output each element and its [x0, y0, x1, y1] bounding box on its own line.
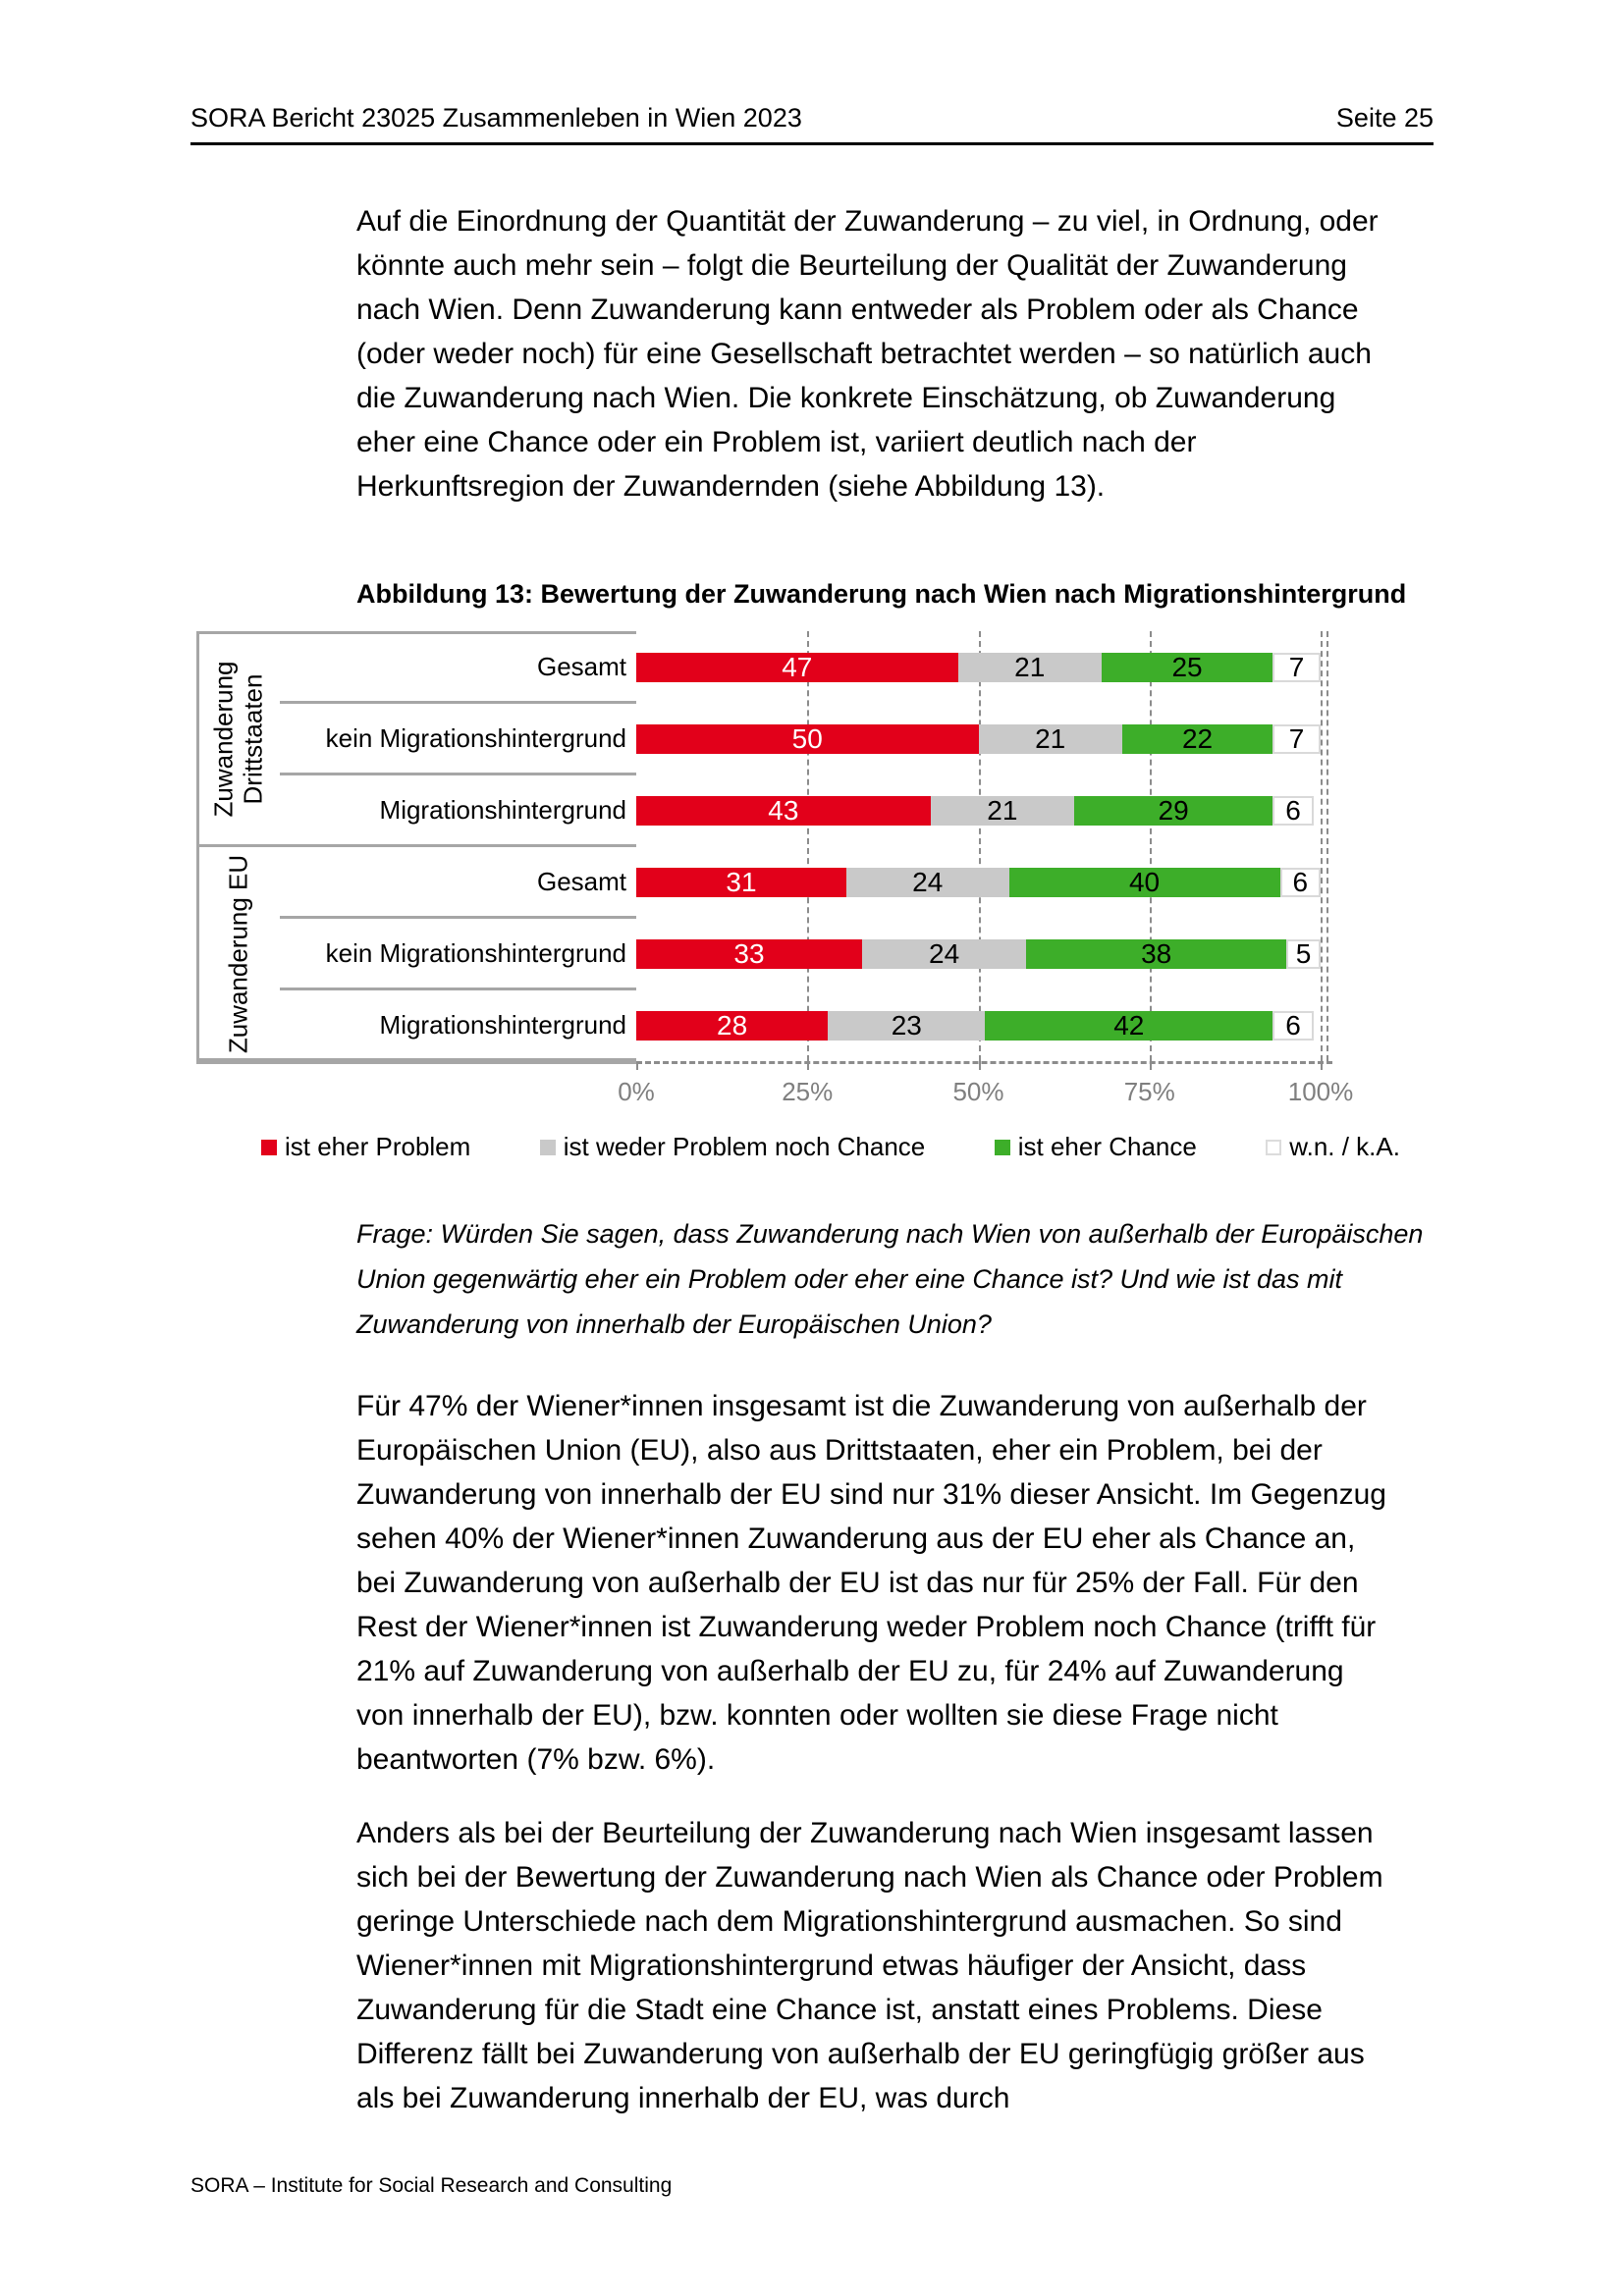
legend-swatch — [1266, 1140, 1281, 1155]
bar-segment: 21 — [931, 796, 1074, 826]
bar-segment: 43 — [636, 796, 931, 826]
figure-question-note: Frage: Würden Sie sagen, dass Zuwanderung nach Wien von außerhalb der Europäischen Union gegenwärtig eher ein Problem oder eher eine Chance ist? Und wie ist das mit Zuwanderung von innerhalb der Europäischen Union? — [356, 1219, 1424, 1339]
bar-segment: 7 — [1272, 724, 1321, 754]
row-separator — [280, 988, 636, 990]
axis-tick-label: 75% — [1123, 1077, 1175, 1106]
category-label: Migrationshintergrund — [379, 795, 626, 825]
axis-tick — [807, 1061, 809, 1070]
report-title: SORA Bericht 23025 Zusammenleben in Wien 2023 — [190, 103, 802, 133]
category-label: Migrationshintergrund — [379, 1010, 626, 1040]
bar-segment: 47 — [636, 653, 958, 682]
axis-tick — [1321, 1061, 1323, 1070]
legend-label: ist eher Chance — [1017, 1132, 1197, 1161]
page-header — [190, 103, 1434, 145]
bar-segment: 42 — [985, 1011, 1272, 1041]
gridline-75pct — [1150, 631, 1152, 1061]
axis-tick-label: 0% — [618, 1077, 655, 1106]
figure-abbildung-13 — [196, 631, 1624, 1162]
legend-swatch — [261, 1140, 277, 1155]
bar-segment: 40 — [1009, 868, 1280, 897]
row-plot-area — [636, 653, 1321, 682]
bar-segment: 50 — [636, 724, 979, 754]
chart-group — [196, 631, 1335, 846]
bar-segment: 33 — [636, 939, 862, 969]
figure-title: Abbildung 13: Bewertung der Zuwanderung nach Wien nach Migrationshintergrund — [356, 579, 1407, 609]
bar-segment: 24 — [862, 939, 1026, 969]
chart-row — [280, 703, 1321, 774]
row-plot-area — [636, 868, 1321, 897]
bar-segment: 6 — [1280, 868, 1321, 897]
group-label: Zuwanderung Drittstaaten — [207, 661, 267, 817]
group-label-cell — [196, 631, 280, 846]
legend-item — [261, 1132, 470, 1162]
chart-row — [280, 989, 1321, 1061]
chart-row — [280, 846, 1321, 918]
page-content — [356, 199, 1624, 610]
group-separator — [196, 1058, 636, 1061]
group-label-cell — [196, 846, 280, 1061]
paragraph-intro: Auf die Einordnung der Quantität der Zuwanderung – zu viel, in Ordnung, oder könnte auch mehr sein – folgt die Beurteilung der Qualität der Zuwanderung nach Wien. Denn Zuwanderung kann entweder als Problem oder als Chance (oder weder noch) für eine Gesellschaft betrachtet werden – so natürlich auch die Zuwanderung nach Wien. Die konkrete Einschätzung, ob Zuwanderung eher eine Chance oder ein Problem ist, variiert deutlich nach der Herkunftsregion der Zuwandernden (siehe Abbildung 13). — [356, 205, 1379, 503]
stacked-bar — [636, 724, 1321, 754]
bar-segment: 38 — [1026, 939, 1286, 969]
paragraph-discussion: Anders als bei der Beurteilung der Zuwanderung nach Wien insgesamt lassen sich bei der Bewertung der Zuwanderung nach Wien als Chance oder Problem geringe Unterschiede nach dem Migrationshintergrund ausmachen. So sind Wiener*innen mit Migrationshintergrund etwas häufiger der Ansicht, dass Zuwanderung für die Stadt eine Chance ist, anstatt eines Problems. Diese Differenz fällt bei Zuwanderung von außerhalb der EU geringfügig größer aus als bei Zuwanderung innerhalb der EU, was durch — [356, 1817, 1383, 2114]
row-plot-area — [636, 1011, 1321, 1041]
legend-item — [995, 1132, 1197, 1162]
group-label: Zuwanderung EU — [222, 854, 252, 1053]
stacked-bar — [636, 1011, 1321, 1041]
bar-segment: 29 — [1074, 796, 1272, 826]
row-plot-area — [636, 796, 1321, 826]
row-plot-area — [636, 724, 1321, 754]
legend-label: ist weder Problem noch Chance — [563, 1132, 926, 1161]
chart-body — [196, 631, 1335, 1061]
chart-group — [196, 846, 1335, 1061]
axis-baseline-dashed — [636, 1061, 1332, 1064]
bar-segment: 6 — [1272, 1011, 1314, 1041]
legend-swatch — [995, 1140, 1010, 1155]
category-label: kein Migrationshintergrund — [325, 723, 626, 753]
stacked-bar — [636, 653, 1321, 682]
axis-baseline-solid — [196, 1061, 636, 1064]
chart-row — [280, 918, 1321, 989]
group-separator — [196, 844, 636, 847]
group-rows — [280, 846, 1321, 1061]
bar-segment: 22 — [1122, 724, 1272, 754]
gridline-100pct — [1321, 631, 1323, 1061]
group-separator — [196, 631, 636, 634]
plot-right-edge — [1326, 631, 1328, 1061]
stacked-bar — [636, 796, 1321, 826]
axis-tick — [1150, 1061, 1152, 1070]
chart-row — [280, 774, 1321, 846]
bar-segment: 7 — [1272, 653, 1321, 682]
page-content-lower — [356, 1211, 1624, 2120]
bar-segment: 24 — [846, 868, 1009, 897]
bar-segment: 23 — [828, 1011, 985, 1041]
axis-tick-label: 100% — [1287, 1077, 1354, 1106]
row-separator — [280, 916, 636, 919]
stacked-bar — [636, 939, 1321, 969]
legend-item — [540, 1132, 926, 1162]
category-label: Gesamt — [536, 652, 626, 681]
axis-tick — [979, 1061, 981, 1070]
bar-segment: 5 — [1286, 939, 1321, 969]
category-label: kein Migrationshintergrund — [325, 938, 626, 968]
bar-segment: 28 — [636, 1011, 828, 1041]
gridline-25pct — [807, 631, 809, 1061]
label-box-left-border — [196, 631, 199, 1061]
page-number: Seite 25 — [1335, 103, 1434, 133]
axis-tick — [636, 1061, 638, 1070]
legend-item — [1266, 1132, 1400, 1162]
row-plot-area — [636, 939, 1321, 969]
row-separator — [280, 773, 636, 775]
gridline-50pct — [979, 631, 981, 1061]
chart-row — [280, 631, 1321, 703]
legend-label: ist eher Problem — [285, 1132, 471, 1161]
axis-tick-label: 50% — [952, 1077, 1004, 1106]
page-footer: SORA – Institute for Social Research and Consulting — [190, 2174, 673, 2197]
bar-segment: 21 — [958, 653, 1102, 682]
category-label: Gesamt — [536, 867, 626, 896]
chart-x-axis — [196, 1061, 1354, 1120]
axis-tick-label: 25% — [782, 1077, 834, 1106]
chart-legend — [261, 1132, 1400, 1162]
stacked-bar — [636, 868, 1321, 897]
bar-segment: 21 — [979, 724, 1122, 754]
legend-swatch — [540, 1140, 556, 1155]
group-rows — [280, 631, 1321, 846]
bar-segment: 6 — [1272, 796, 1314, 826]
paragraph-results: Für 47% der Wiener*innen insgesamt ist die Zuwanderung von außerhalb der Europäischen Union (EU), also aus Drittstaaten, eher ein Problem, bei der Zuwanderung von innerhalb der EU sind nur 31% dieser Ansicht. Im Gegenzug sehen 40% der Wiener*innen Zuwanderung aus der EU eher als Chance an, bei Zuwanderung von außerhalb der EU ist das nur für 25% der Fall. Für den Rest der Wiener*innen ist Zuwanderung weder Problem noch Chance (trifft für 21% auf Zuwanderung von außerhalb der EU zu, für 24% auf Zuwanderung von innerhalb der EU), bzw. konnten oder wollten sie diese Frage nicht beantworten (7% bzw. 6%). — [356, 1390, 1386, 1776]
row-separator — [280, 701, 636, 704]
legend-label: w.n. / k.A. — [1289, 1132, 1400, 1161]
bar-segment: 25 — [1102, 653, 1272, 682]
bar-segment: 31 — [636, 868, 846, 897]
